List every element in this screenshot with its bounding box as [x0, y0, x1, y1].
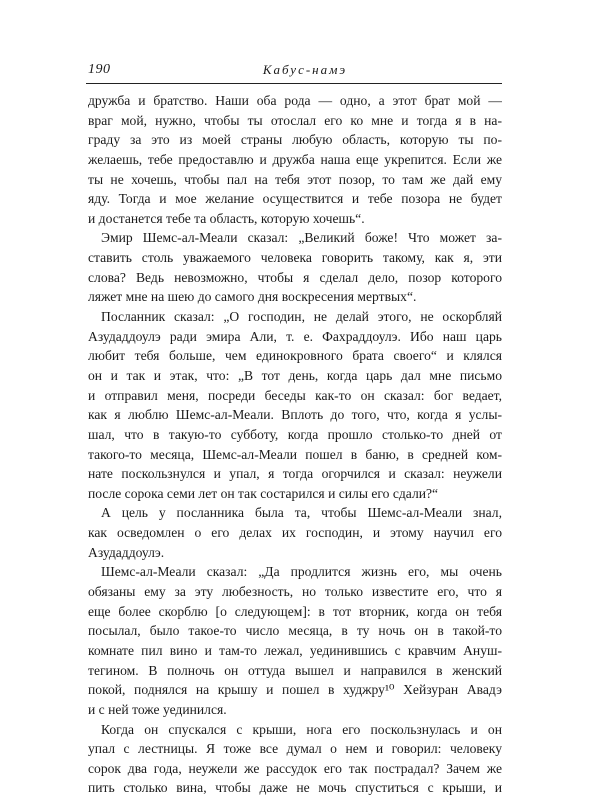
- running-title: Кабус-намэ: [262, 62, 348, 77]
- text-line: тегином. В полночь он оттуда вышел и направился в женский: [88, 662, 502, 678]
- text-line: пить столько вина, чтобы даже не мочь спуститься с крыши, и: [88, 780, 502, 796]
- text-line: такого-то месяца, Шемс-ал-Меали пошел в баню, в средней ком-: [88, 446, 502, 462]
- text-line: ты не хочешь, чтобы пал на тебя этот позор, то там же дай ему: [88, 171, 502, 187]
- text-line: и отправил меня, посреди беседы как-то он сказал: бог ведает,: [88, 387, 502, 403]
- text-line: враг мой, нужно, чтобы ты отослал его ко мне и тогда я в на-: [88, 112, 502, 128]
- text-line: после сорока семи лет он так состарился и силы его сдали?“: [88, 485, 439, 501]
- header-rule: [86, 83, 502, 84]
- text-line: сорок два года, неужели же рассудок его так пострадал? Зачем же: [88, 760, 502, 776]
- page-number: 190: [88, 62, 111, 77]
- text-line: как я люблю Шемс-ал-Меали. Вплоть до того, что, когда я услы-: [88, 407, 502, 423]
- text-line: Посланник сказал: „О господин, не делай этого, не оскорбляй: [101, 309, 502, 325]
- text-line: ставить столь уважаемого человека говорить такому, как я, эти: [88, 250, 502, 266]
- text-line: упал с лестницы. Я тоже все думал о нем и говорил: человеку: [88, 741, 502, 757]
- text-line: и с ней тоже уединился.: [88, 701, 227, 717]
- text-line: Эмир Шемс-ал-Меали сказал: „Великий боже! Что может за-: [101, 230, 502, 246]
- text-line: обязаны ему за эту любезность, но только известите его, что я: [88, 584, 502, 600]
- text-line: нате поскользнулся и упал, я тогда огорчился и сказал: неужели: [88, 466, 502, 482]
- text-line: ляжет мне на шею до самого дня воскресения мертвых“.: [88, 289, 417, 305]
- text-line: Когда он спускался с крыши, нога его поскользнулась и он: [101, 721, 502, 737]
- text-line: шал, что в такую-то субботу, когда прошло столько-то дней от: [88, 426, 502, 442]
- text-line: слова? Ведь невозможно, чтобы я сделал дело, позор которого: [88, 269, 502, 285]
- text-line: дружба и братство. Наши оба рода — одно, а этот брат мой —: [88, 93, 502, 108]
- text-line: как осведомлен о его делах их господин, и этому научил его: [88, 525, 502, 541]
- text-line: он и так и этак, что: „В тот день, когда царь дал мне письмо: [88, 367, 502, 383]
- text-line: любит тебя больше, чем единокровного брата своего“ и клялся: [88, 348, 502, 364]
- text-line: яду. Тогда и мое желание осуществится и тебе позора не будет: [88, 191, 502, 207]
- text-line: граду за это из моей страны любую область, которую ты по-: [88, 132, 502, 148]
- text-line: комнате пил вино и там-то лежал, уединившись с кравчим Ануш-: [88, 642, 502, 658]
- body-text: [88, 91, 502, 798]
- text-line: Шемс-ал-Меали сказал: „Да продлится жизнь его, мы очень: [101, 564, 502, 580]
- text-line: и достанется тебе та область, которую хочешь“.: [88, 210, 365, 226]
- text-line: Азудаддоулэ ради эмира Али, т. е. Фахраддоулэ. Ибо наш царь: [88, 328, 502, 344]
- text-line: желаешь, тебе предоставлю и дружба наша еще укрепится. Если же: [88, 151, 502, 167]
- text-line: посылал, было такое-то число месяца, в ту ночь он в такой-то: [88, 623, 502, 639]
- text-line: покой, поднялся на крышу и пошел в худжру¹⁰ Хейзуран Авадэ: [88, 682, 502, 698]
- text-line: А цель у посланника была та, чтобы Шемс-ал-Меали знал,: [101, 505, 502, 521]
- text-line: еще более скорблю [о следующем]: в тот вторник, когда он тебя: [88, 603, 502, 619]
- text-line: Азудаддоулэ.: [88, 544, 165, 560]
